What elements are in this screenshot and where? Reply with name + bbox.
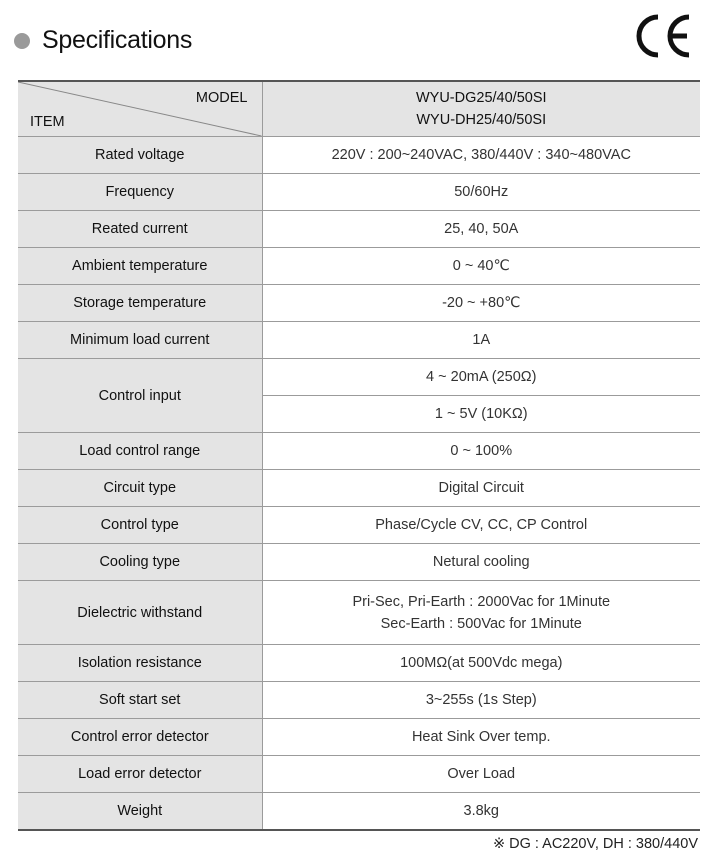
spec-item-label: Control input xyxy=(18,359,262,433)
spec-value: 220V : 200~240VAC, 380/440V : 340~480VAC xyxy=(262,137,700,174)
spec-item-label: Frequency xyxy=(18,174,262,211)
item-model-header-cell xyxy=(18,81,262,137)
spec-item-label: Load control range xyxy=(18,433,262,470)
table-row xyxy=(18,470,700,507)
spec-value: 3.8kg xyxy=(262,793,700,830)
spec-value: 3~255s (1s Step) xyxy=(262,682,700,719)
page-title: Specifications xyxy=(42,26,193,54)
spec-item-label: Weight xyxy=(18,793,262,830)
spec-item-label: Isolation resistance xyxy=(18,645,262,682)
gray-circle-bullet-icon xyxy=(14,33,30,49)
table-row xyxy=(18,544,700,581)
table-row xyxy=(18,581,700,645)
spec-item-label: Soft start set xyxy=(18,682,262,719)
model-name-dg: WYU-DG25/40/50SI xyxy=(415,90,547,106)
section-header xyxy=(14,26,192,55)
spec-value: Phase/Cycle CV, CC, CP Control xyxy=(262,507,700,544)
spec-value: 50/60Hz xyxy=(262,174,700,211)
table-row xyxy=(18,682,700,719)
spec-item-label: Storage temperature xyxy=(18,285,262,322)
spec-value xyxy=(262,581,700,645)
spec-value: 1A xyxy=(262,322,700,359)
spec-value: 100MΩ(at 500Vdc mega) xyxy=(262,645,700,682)
spec-item-label: Dielectric withstand xyxy=(18,581,262,645)
spec-value: Heat Sink Over temp. xyxy=(262,719,700,756)
model-name-dh: WYU-DH25/40/50SI xyxy=(416,112,547,128)
spec-item-label: Control type xyxy=(18,507,262,544)
spec-value: -20 ~ +80℃ xyxy=(262,285,700,322)
table-row xyxy=(18,137,700,174)
table-row xyxy=(18,174,700,211)
dielectric-line-2: Sec-Earth : 500Vac for 1Minute xyxy=(380,615,582,632)
spec-item-label: Load error detector xyxy=(18,756,262,793)
spec-item-label: Rated voltage xyxy=(18,137,262,174)
table-header-row xyxy=(18,81,700,137)
table-row xyxy=(18,507,700,544)
model-names-cell xyxy=(262,81,700,137)
table-row xyxy=(18,285,700,322)
spec-item-label: Circuit type xyxy=(18,470,262,507)
table-row xyxy=(18,645,700,682)
table-row xyxy=(18,756,700,793)
spec-item-label: Control error detector xyxy=(18,719,262,756)
spec-item-label: Reated current xyxy=(18,211,262,248)
spec-item-label: Ambient temperature xyxy=(18,248,262,285)
table-row xyxy=(18,793,700,830)
spec-value: Digital Circuit xyxy=(262,470,700,507)
spec-value: 25, 40, 50A xyxy=(262,211,700,248)
table-row xyxy=(18,322,700,359)
spec-value: 1 ~ 5V (10KΩ) xyxy=(262,396,700,433)
item-label: ITEM xyxy=(30,114,65,130)
spec-value: Netural cooling xyxy=(262,544,700,581)
table-row xyxy=(18,211,700,248)
footnote: ※ DG : AC220V, DH : 380/440V xyxy=(492,836,698,852)
table-row xyxy=(18,433,700,470)
specifications-table xyxy=(18,80,700,831)
spec-value: Over Load xyxy=(262,756,700,793)
ce-mark-icon xyxy=(634,12,694,60)
model-label: MODEL xyxy=(195,90,248,106)
table-row xyxy=(18,248,700,285)
table-row xyxy=(18,359,700,396)
spec-item-label: Cooling type xyxy=(18,544,262,581)
spec-value: 0 ~ 40℃ xyxy=(262,248,700,285)
dielectric-line-1: Pri-Sec, Pri-Earth : 2000Vac for 1Minute xyxy=(352,593,611,610)
spec-value: 4 ~ 20mA (250Ω) xyxy=(262,359,700,396)
spec-item-label: Minimum load current xyxy=(18,322,262,359)
table-row xyxy=(18,719,700,756)
spec-value: 0 ~ 100% xyxy=(262,433,700,470)
